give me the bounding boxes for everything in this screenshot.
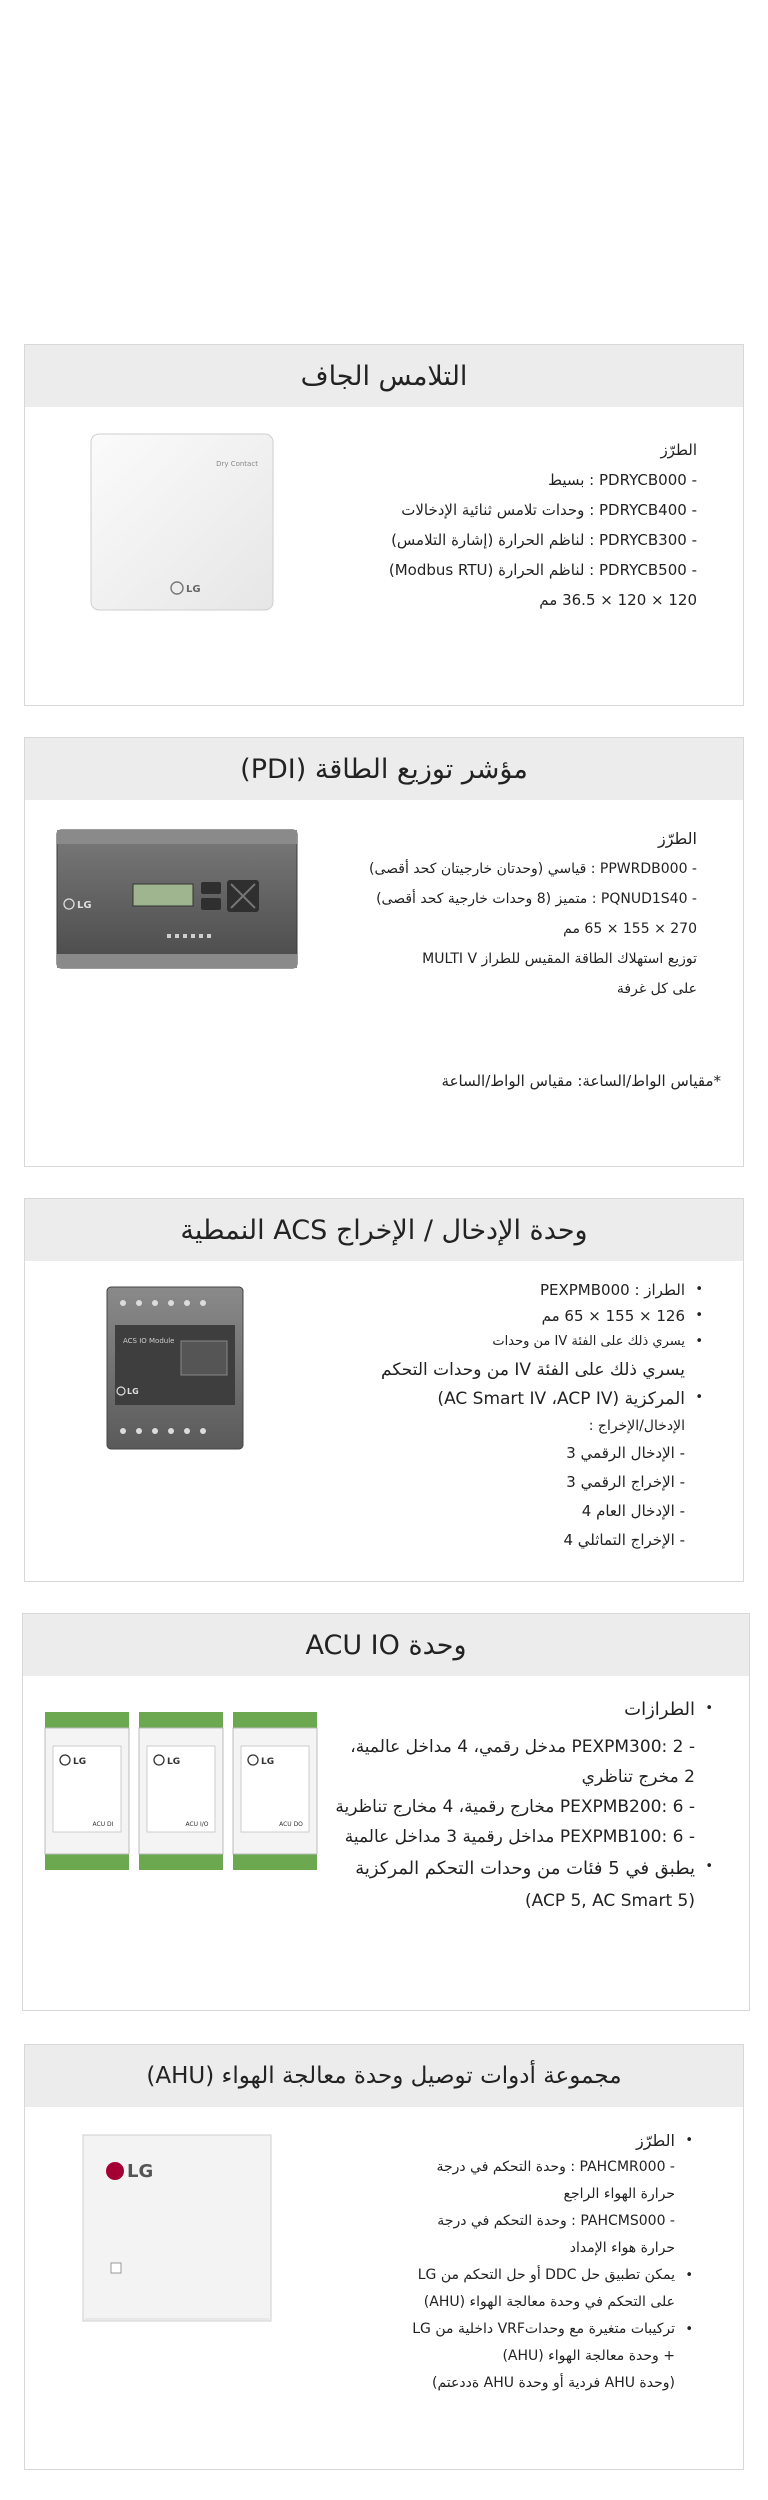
model-line: - PDRYCB000 : بسيط — [548, 471, 697, 489]
model-line: - PAHCMR000 : وحدة التحكم في درجة — [436, 2159, 675, 2175]
applicability-line: • يسري ذلك على الفئة IV من وحدات — [492, 1334, 685, 1349]
description-line: على التحكم في وحدة معالجة الهواء (AHU) — [423, 2294, 675, 2310]
bullet-item — [335, 1852, 695, 1886]
section-title: التلامس الجاف — [25, 345, 743, 407]
section-acs-io — [24, 1198, 744, 1582]
dimensions: 270 × 155 × 65 مم — [563, 921, 697, 937]
model-line: - PDRYCB400 : وحدات تلامس ثنائية الإدخالات — [401, 501, 697, 519]
description-line: توزيع استهلاك الطاقة المقيس للطراز MULTI V — [422, 951, 697, 967]
io-line: - الإخراج التماثلي 4 — [563, 1531, 685, 1549]
bullet-item — [381, 1303, 685, 1329]
io-line: - الإدخال العام 4 — [581, 1502, 685, 1520]
lg-logo: LG — [73, 1757, 87, 1767]
section-title: مؤشر توزيع الطاقة (PDI) — [25, 738, 743, 800]
module-label: ACU DI — [92, 1821, 114, 1828]
model-line: • الطراز : PEXPMB000 — [539, 1281, 685, 1299]
model-line: - PEXPMB200: 6 مخارج رقمية، 4 مخارج تناظرية — [335, 1797, 695, 1817]
description-line: • تركيبات متغيرة مع وحداتVRF داخلية من LG — [412, 2321, 675, 2337]
lg-logo: LG — [127, 2161, 154, 2182]
module-label: ACU I/O — [185, 1821, 209, 1828]
model-line: 2 مخرج تناظري — [581, 1767, 695, 1787]
description-line: + وحدة معالجة الهواء (AHU) — [502, 2348, 675, 2364]
model-line: - PDRYCB300 : لناظم الحرارة (إشارة التلامس) — [391, 531, 697, 549]
section-title: وحدة ACU IO — [23, 1614, 749, 1676]
lg-logo: LG — [77, 900, 92, 911]
section-acu-io — [22, 1613, 750, 2011]
acu-io-modules-image — [43, 1706, 333, 1876]
dry-contact-specs — [389, 435, 697, 615]
applicability-line: (ACP 5, AC Smart 5) — [524, 1891, 695, 1911]
acu-io-specs — [335, 1694, 713, 1916]
models-heading: الطرّز — [658, 829, 697, 848]
dry-contact-device-image — [89, 432, 275, 612]
model-line: - PEXPMB100: 6 مداخل رقمية 3 مداخل عالمية — [344, 1827, 695, 1847]
acs-io-device-image — [105, 1285, 245, 1451]
bullet-item — [412, 2316, 675, 2397]
bullet-item — [335, 1694, 695, 1726]
models-heading: • الطرّز — [636, 2131, 675, 2150]
lg-logo: LG — [167, 1757, 181, 1767]
bullet-item — [412, 2262, 675, 2316]
pdi-device-image — [55, 828, 299, 970]
bullet-item — [412, 2127, 675, 2262]
lg-logo: LG — [261, 1757, 275, 1767]
ahu-kit-specs — [412, 2127, 693, 2397]
description-line: (وحدة AHU فردية أو وحدة AHU ةددعتم) — [432, 2375, 675, 2391]
bullet-item — [381, 1385, 685, 1413]
bullet-item — [381, 1277, 685, 1303]
module-label: ACU DO — [279, 1821, 303, 1828]
acs-io-specs — [381, 1277, 703, 1555]
acu-module-2 — [139, 1712, 223, 1870]
dimensions: 120 × 120 × 36.5 مم — [539, 591, 697, 609]
section-ahu-kit — [24, 2044, 744, 2470]
models-heading: الطرّز — [660, 441, 697, 459]
model-line: - PDRYCB500 : لناظم الحرارة (Modbus RTU) — [388, 561, 697, 579]
description-line: على كل غرفة — [616, 981, 697, 997]
model-line: - PEXPM300: 2 مدخل رقمي، 4 مداخل عالمية، — [350, 1737, 695, 1757]
bullet-item — [381, 1329, 685, 1355]
section-dry-contact — [24, 344, 744, 706]
device-label: ACS IO Module — [123, 1337, 175, 1345]
model-line: - PPWRDB000 : قياسي (وحدتان خارجيتان كحد أقصى) — [369, 861, 697, 877]
pdi-specs — [369, 824, 697, 1004]
wh-meter-note: *مقياس الواط/الساعة: مقياس الواط/الساعة — [441, 1072, 721, 1090]
io-line: - الإخراج الرقمي 3 — [566, 1473, 685, 1491]
applicability-line: يسري ذلك على الفئة IV من وحدات التحكم — [381, 1360, 685, 1380]
description-line: • يمكن تطبيق حل DDC أو حل التحكم من LG — [417, 2267, 675, 2283]
ahu-kit-device-image — [81, 2133, 273, 2323]
model-line: - PAHCMS000 : وحدة التحكم في درجة — [437, 2213, 675, 2229]
applicability-line: • يطبق في 5 فئات من وحدات التحكم المركزية — [355, 1858, 695, 1879]
section-title: وحدة الإدخال / الإخراج ACS النمطية — [25, 1199, 743, 1261]
section-title: مجموعة أدوات توصيل وحدة معالجة الهواء (AHU) — [25, 2045, 743, 2107]
io-heading: الإدخال/الإخراج : — [588, 1418, 685, 1434]
acu-module-3 — [233, 1712, 317, 1870]
dimensions: • 126 × 155 × 65 مم — [541, 1307, 685, 1325]
lg-logo: LG — [127, 1387, 139, 1396]
applicability-line: • المركزية (AC Smart IV ،ACP IV) — [437, 1389, 685, 1409]
model-line: حرارة هواء الإمداد — [569, 2240, 675, 2256]
model-line: - PQNUD1S40 : متميز (8 وحدات خارجية كحد أقصى) — [376, 891, 697, 907]
model-line: حرارة الهواء الراجع — [563, 2186, 675, 2202]
device-label: Dry Contact — [216, 460, 258, 468]
io-line: - الإدخال الرقمي 3 — [566, 1444, 685, 1462]
section-pdi — [24, 737, 744, 1167]
acu-module-1 — [45, 1712, 129, 1870]
models-heading: • الطرازات — [624, 1699, 695, 1720]
lg-logo: LG — [186, 584, 201, 595]
